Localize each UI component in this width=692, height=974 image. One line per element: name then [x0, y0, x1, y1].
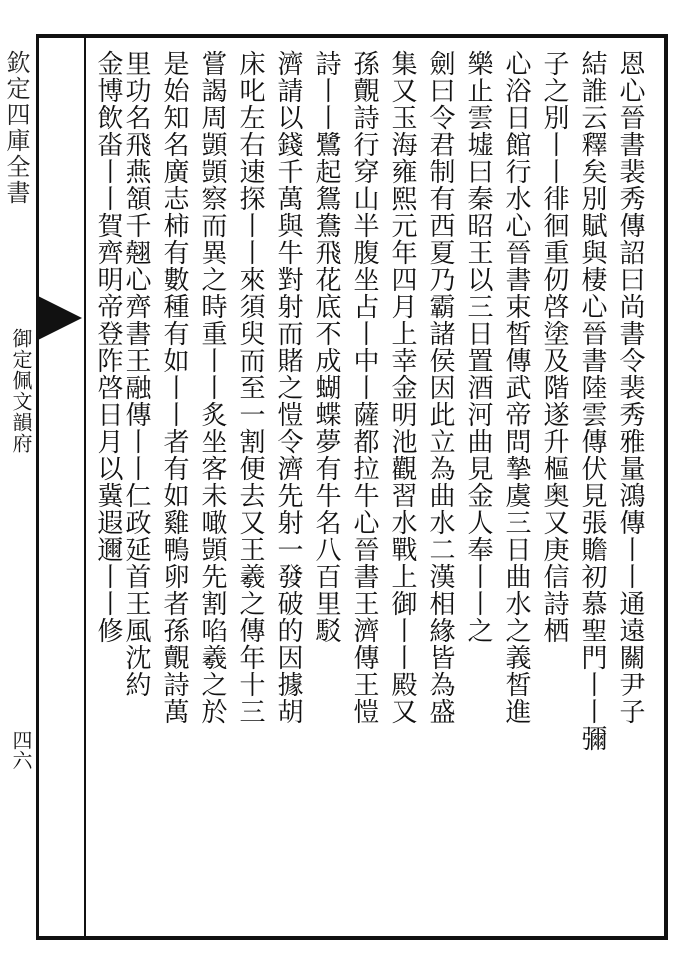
frame-bottom-rule	[36, 936, 668, 940]
text-column: 恩心晉書裴秀傳詔曰尚書令裴秀雅量鴻傳丨丨通遠關尹子	[615, 50, 645, 725]
fishtail-mark	[38, 296, 82, 340]
frame-top-rule	[36, 34, 668, 38]
text-column: 子之別丨丨徘徊重仞啓塗及階遂升樞奥又庚信詩栖	[539, 50, 569, 644]
margin-rule	[84, 34, 86, 940]
running-head: 欽定四庫全書	[2, 50, 30, 206]
text-column: 里功名飛燕頷千翹心齊書王融傳丨丨仁政延首王風沈約	[121, 50, 151, 698]
text-column: 結誰云釋矣別賦與棲心晉書陸雲傳伏見張贍初慕聖門丨丨彌	[577, 50, 607, 752]
text-column: 金博飲畓丨丨賀齊明帝登阼啓日月以冀遐邇丨丨修	[93, 50, 123, 644]
text-column: 是始知名廣志柿有數種有如丨丨者有如雞鴨卵者孫覿詩萬	[159, 50, 189, 725]
text-column: 嘗謁周顗顗察而異之時重丨丨炙坐客未噉顗先割啗羲之於	[197, 50, 227, 725]
text-column: 樂止雲墟曰秦昭王以三日置酒河曲見金人奉丨丨之	[463, 50, 493, 644]
text-column: 濟請以錢千萬與牛對射而賭之愷令濟先射一發破的因據胡	[273, 50, 303, 725]
text-column: 集又玉海雍熙元年四月上幸金明池觀習水戰上御丨丨殿又	[387, 50, 417, 725]
text-column: 心浴日館行水心晉書束皙傳武帝問摯虞三日曲水之義皙進	[501, 50, 531, 725]
folio-number: 四六	[9, 730, 33, 770]
text-column: 床叱左右速探丨丨來須臾而至一割便去又王羲之傳年十三	[235, 50, 265, 725]
frame-right-rule	[664, 34, 668, 940]
text-column: 詩丨丨鷺起鴛鴦飛花底不成蝴蝶夢有牛名八百里駁	[311, 50, 341, 644]
frame-left-rule	[36, 34, 39, 940]
book-title: 御定佩文韻府	[9, 328, 33, 454]
text-column: 劍曰令君制有西夏乃霸諸侯因此立為曲水二漢相緣皆為盛	[425, 50, 455, 725]
text-column: 孫覿詩行穿山半腹坐占丨中丨薩都拉牛心晉書王濟傳王愷	[349, 50, 379, 725]
